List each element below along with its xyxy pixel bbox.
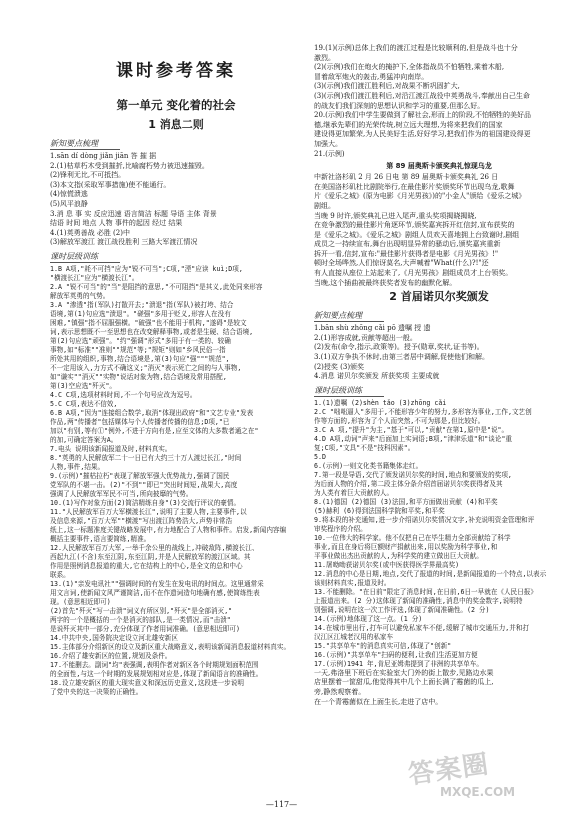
answer-line: 的战友们我们深刻的思想认识和学习的重要,但那么好。 <box>314 101 485 110</box>
answer-line: 第(2)句应选"顽强"。"约"强调"形式"多用于有一类的、较确 <box>50 336 231 345</box>
answer-line: (3)(示例)我们渡江胜利后,对战果不断巩固扩大, <box>314 82 460 91</box>
answer-line: (2)锋利无比,不可抵挡。 <box>50 171 126 180</box>
lesson1-practice-heading: 课时层级训练 <box>50 251 120 263</box>
news-line: 拆开一看,信封,宣布:"最佳影片获得者是电影《月光男孩》!" <box>314 249 499 258</box>
answer-line: 1.bān shù zhōng cǎi pō 遗嘱 授 遗 <box>314 324 431 333</box>
answer-line: 上报道出来。(2 分)这体现了新闻的准确性,消息中的奖金数字,说明特 <box>314 596 523 605</box>
answer-line: 不一定用该入,力方式不确这义;"消灭"表示死亡之间的与人事物, <box>50 363 242 372</box>
answer-line: 结语 时间 地点 人物 事件的起因 经过 结果 <box>50 219 183 228</box>
watermark-logo: 答案圈 <box>406 749 491 791</box>
answer-line: 1.sān dí dòng jiǎn jiān 答 摧 据 <box>50 152 157 160</box>
answer-line: 16.(示例)"共享单车"扫码的便利,让我们生活更加方便 <box>314 650 478 659</box>
unit-heading: 第一单元 变化着的社会 <box>116 98 236 112</box>
answer-line: 10.(1)写作对象方面(2)简洁精练自身"(3)交流行评议的豪情。 <box>50 498 241 507</box>
answer-line: 4.D A项,动词"声来"后面加上实词语;B项,"津津乐道"和"谈论"重 <box>314 434 513 443</box>
answer-line: 3.(1)双方争执不休时,由第三者居中调解,促使他们和解。 <box>314 353 490 362</box>
news-line: 成员之一持续宣布,舞台出现明显异常的骚动后,颁奖嘉宾重新 <box>314 240 501 249</box>
lesson2-practice-heading: 课时层级训练 <box>314 385 384 397</box>
answer-line: (2)(示例)我们在炮火的掩护下,全体指战员不怕牺牲,乘着木船, <box>314 63 505 72</box>
answer-line: 联系。 <box>50 570 70 579</box>
left-column <box>50 46 302 697</box>
answer-line: 用文言词,使新闻文风严谨简洁,而不在作遗词造句地确有感,使简练性表 <box>50 588 260 597</box>
answer-line: 纸上,这一标题准度关键战略发展中,有力地配合了人物和事件。启发,新闻内容编 <box>50 525 287 534</box>
lesson2-heading: 2 首届诺贝尔奖颁发 <box>389 290 489 304</box>
answer-line: 困难,"镇强"指不屈服强横。"破强"也不能用于机构,"遂碍"是较文 <box>50 318 247 327</box>
answer-line: (2)发布(命令,指示,政策等)。授予(勋章,奖状,证书等)。 <box>314 343 484 352</box>
page-number: —117— <box>265 800 298 809</box>
answer-line: 解放军英勇的气势。 <box>50 291 110 300</box>
answer-line: 激烈。 <box>314 53 335 62</box>
answer-line: 15."共享单车"的消息真实可信,体现了"创新" <box>314 641 452 650</box>
story-line: 旁,静然观察着。 <box>314 688 366 696</box>
answer-line: 12.人民解放军百万大军,一举千余公里的战线上,冲破敌阵,横渡长江、 <box>50 543 259 552</box>
answer-line: 8.(1)德国 (2)德国 (3)法国,和平方面做出贡献 (4)和平奖 <box>314 497 498 506</box>
answer-line: 2.(1)枯草朽木受到摧折,比喻腐朽势力被迅速摧毁。 <box>50 161 209 170</box>
answer-line: 14.中共中央,国务院决定设立河北雄安新区 <box>50 633 178 642</box>
news-line: 在美国洛杉矶杜比剧院举行,在最佳影片奖颁奖环节出现乌龙,歌舞 <box>314 182 515 191</box>
answer-line: 作用是照例消息报道的重大,它在结构上的中心,是全文的总和中心 <box>50 561 243 570</box>
answer-line: 2.C "咄咄逼人"多用于,不能形容少年的努力,多形容为事业,工作,文艺创 <box>314 407 532 416</box>
answer-line: 语境,第(1)句应选"溃退"。"磋强"多用于贬义,形容人在没有 <box>50 309 231 318</box>
answer-line: "横渡长江"应为"横渡长江"。 <box>50 273 139 282</box>
answer-line: 两字的一个是概括的一个是消灭的部队,是一类情况,而"击溃" <box>50 615 231 624</box>
answer-line: 建设得更加繁荣,为人民美好生活,好好学习,把我们作为的祖国建设得更 <box>314 130 531 139</box>
answer-line: 该则材料真实,报道及时。 <box>314 578 391 587</box>
answer-line: (2)授奖 (3)颁奖 <box>314 362 365 371</box>
answer-line: 平事业做出杰出贡献的人,为科学奖的建立做出巨大贡献。 <box>314 551 483 560</box>
answer-line: 7.电头 说明该新闻报道及时,材料真实。 <box>50 444 172 453</box>
right-column <box>314 44 563 707</box>
answer-line: 4.(1)英勇善战 必胜 (2)中 <box>50 228 130 237</box>
lesson1-practice-list <box>50 265 302 697</box>
answer-line: 15.主体部分介绍新区的设立及新区重大战略意义,表明该新闻消息报道材料真实。 <box>50 642 291 651</box>
answer-line: 13.不能删除。"在日前"限定了消息时间,在日前,6日一早就在《人民日报》 <box>314 587 537 596</box>
watermark-url: MXQE.COM <box>440 785 516 799</box>
answer-line: 作等方面的,形容为了个人而突然,不可为那是,但比较好。 <box>314 416 485 425</box>
lesson1-heading: 1 消息二则 <box>148 118 204 131</box>
answer-line: 现。(意思相近即可) <box>50 597 111 606</box>
answer-line: 词,表示思想既不一至思想也在改变解释事物,或者是生硬、结合语境, <box>50 327 254 336</box>
answer-line: 人物,事件,结果。 <box>50 462 105 471</box>
answer-line: 2.(1)形容成就,贡献等超出一般。 <box>314 333 417 342</box>
answer-line: 5.D <box>314 452 326 461</box>
answer-line: 别强调,说明在这一次工作评选,体现了新闻准确性。(2 分) <box>314 605 490 614</box>
answer-line: 6.B A项,"因为"连接组合数学,取消"体现出政府"和"文艺专业"发表 <box>50 408 254 417</box>
answer-line: 事物,如"标准""准则""规范"等;"规矩"则如"乡风民俗一指 <box>50 345 226 354</box>
answer-line: 16.介绍了雄安新区的位置,规划及条件。 <box>50 651 172 660</box>
lesson1-new-knowledge-heading: 新知要点梳理 <box>50 138 120 150</box>
answer-line: 是说歼灭其中一部分,充分体现了作者用词准确。(意思相近即可) <box>50 624 240 633</box>
answer-line: 14.在城市里出行,打车可以避免私家车不便,缓解了城市交通压力,并和打 <box>314 623 530 632</box>
page-title: 课时参考答案 <box>116 61 236 81</box>
answer-line: 强调了人民解放军军民不可当,所向披靡的气势。 <box>50 489 193 498</box>
answer-line: 7.第一段是导语,交代了颁发诺贝尔奖的时间,地点和要颁发的奖项, <box>314 470 512 479</box>
news-sample <box>314 161 563 288</box>
news-title: 第 89 届奥斯卡颁奖典礼惊现乌龙 <box>386 162 492 171</box>
answer-line: 冒着敌军炮火的轰击,勇猛冲向南岸。 <box>314 72 429 81</box>
news-line: 在竞争激烈的最佳影片角逐环节,颁奖嘉宾拆开红信封,宣布获奖的 <box>314 221 515 230</box>
answer-line: 17.(示例)1941 年,肯尼亚姆弗提到了非洲的共享单车。 <box>314 659 483 668</box>
news-line: 有人直接从座位上站起来了,《月光男孩》剧组成员才上台领奖。 <box>314 269 513 278</box>
answer-line: 18.设立雄安新区的重大现实意义和深远历史意义,这段进一步说明 <box>50 678 244 687</box>
news-line: 片《爱乐之城》(原为电影《月光男孩》)的"小金人"颁给《爱乐之城》 <box>314 192 526 201</box>
answer-line: 为后面人物的介绍,第二段主体分条介绍首届诺贝尔奖获得者及其 <box>314 479 503 488</box>
answer-line: 德,继承先辈们的光荣传统,树立远大理想,为将来把我们的国家 <box>314 120 503 129</box>
answer-line: 复;C项,"文具"不是"技科因素"。 <box>314 443 415 452</box>
answer-line: 11.屠呦呦获诺贝尔奖(或中医获得医学界最高奖) <box>314 560 460 569</box>
answer-line: 第(3)空应选"歼灭"。 <box>50 381 117 390</box>
answer-line: 20.(示例)我们中学生要做到了解社会,形而上的阶段,不怕牺牲的美好品 <box>314 111 532 120</box>
lesson1-new-knowledge-list <box>50 152 302 248</box>
answer-line: (5)赫利 (6)得到法国科学院和平奖,和平奖 <box>314 506 445 515</box>
answer-line: 14.(示例)地体现了这一点。(1 分) <box>314 614 423 623</box>
answer-line: 党军队的不堪一击。(2)"不到""即已"突出时间短,战果大,高度 <box>50 480 238 489</box>
answer-line: 4.消息 诺贝尔奖颁发 所获奖项 主要成就 <box>314 372 440 381</box>
story-line: 店里摆着一筐甜瓜,他觉得其中几个上面长满了霉菌的瓜上, <box>314 678 494 687</box>
answer-line: 的全面性,与这一个时期的发展规划相对应是,体现了新闻语言的准确性。 <box>50 669 263 678</box>
answer-line: 10.一位伟大的科学家。他不仅把自己在毕生精力全部贡献给了科学 <box>314 533 511 542</box>
story-line: 在一个青霉菌似在上面生长,走进了店中。 <box>314 697 443 706</box>
answer-line: 的加,可确定答案为A。 <box>50 435 118 444</box>
answer-line: 所处其用的组织,事物,结合语境是,第(3)句应"强"""规范", <box>50 354 230 363</box>
answer-line: 西起九江(不含)东至江阴,东至江阴,并是人民解放军的渡江区域。其 <box>50 552 251 561</box>
right-top-answers <box>314 44 563 159</box>
lesson2-practice-list <box>314 399 563 669</box>
news-line: 当晚 9 时许,颁奖典礼已进入尾声,重头奖项揭晓揭晓, <box>314 211 477 220</box>
answer-line: 5.C C项,表达不信效, <box>50 399 118 408</box>
lesson2-new-knowledge-list <box>314 324 563 382</box>
answer-line: 3.A "渗透"指(军队)打散开去;"溃退"指(军队)被打垮、结合 <box>50 300 234 309</box>
news-line: 中新社洛杉矶 2 月 26 日电 第 89 届奥斯卡颁奖典礼 26 日 <box>314 173 499 182</box>
answer-line: 了党中央的这一决策的正确性。 <box>50 687 143 696</box>
answer-line: 3.C A 项,"提升"为主,"基于"可以,"贡献"在第1,原中是"说"。 <box>314 425 509 434</box>
story-line: 一天,弗洛里下班后在实验室大门外的街上散步,见路边水果 <box>314 668 494 677</box>
answer-line: 及信息来源,"百万大军""横渡"写出渡江阵势浩大,声势非常浩 <box>50 516 233 525</box>
answer-line: 19.(1)(示例)总体上我们的渡江过程是比较顺利的,但是战斗也十分 <box>314 44 518 52</box>
answer-line: 8."英勇的人民解放军二十一日已有大约三十万人渡过长江,"时间 <box>50 453 242 462</box>
lesson2-new-knowledge-heading: 新知要点梳理 <box>314 310 384 322</box>
news-line: 当晚,这个插曲被最终获奖者发布的幽默化解。 <box>314 278 457 287</box>
answer-line: 事业,而且在身后将巨额财产捐献出来,用以奖励为科学事业,和 <box>314 542 498 551</box>
answer-line: 1.B A项,"耗不可挡"应为"锐不可当";C项,"湮"应读 kuì;D项, <box>50 264 243 273</box>
answer-line: (3)解放军渡江 渡江战役胜利 三路大军渡江情况 <box>50 238 198 247</box>
lesson2-story <box>314 669 563 707</box>
answer-line: (5)风平浪静 <box>50 199 88 208</box>
news-line: 是《爱乐之城》。《爱乐之城》剧组人员欢天喜地拥上台致谢时,剧组 <box>314 230 520 239</box>
answer-line: (3)本文指(采取军事措施)使不能通行。 <box>50 180 171 189</box>
answer-line: 如"谦实""消灭""实物"说话对象为物,结合语境及常用搭配, <box>50 372 227 381</box>
answer-line: 概括主要事件,语言要简练,精准。 <box>50 534 151 543</box>
answer-line: 9.(示例)"摧枯拉朽"表现了解放军强大优势战力,强调了国民 <box>50 471 230 480</box>
answer-line: 审奖程序的介绍。 <box>314 524 367 533</box>
answer-line: 加强大。 <box>314 139 342 148</box>
answer-line: 11."人民解放军百万大军横渡长江",说明了主要人物,主要事件,以 <box>50 507 247 516</box>
answer-line: 17.不能删去。副词"均"表强调,表明作者对新区各个时期规划面积范围 <box>50 660 259 669</box>
answer-line: 加以"有别,等有①"例外,不进于方向有是,应至文体的大多数者通之在" <box>50 426 259 435</box>
answer-line: 汉江区江城老汉用的私家车 <box>314 632 394 641</box>
answer-line: 2.A "锐不可当"的"当"是阻挡的意思,"不可阻挡"是其义,此处同来形容 <box>50 282 263 291</box>
answer-line: 21.(示例) <box>314 149 345 158</box>
answer-line: 6.(示例)一则文化类书籍集体走红。 <box>314 461 423 470</box>
answer-line: 为人类有着巨大贡献的人。 <box>314 488 394 497</box>
answer-line: (3)(示例)我们渡江胜利后,对沿江渡江战役中英勇战斗,奉献出自己生命 <box>314 91 530 100</box>
answer-line: 9.将本段的补充通知,进一步介绍诺贝尔奖情况文字,补充说明资金管理和评 <box>314 515 535 524</box>
answer-line: 13.(1)"亲发电讯社""强调时间的有发生在发电讯的时间点。这里通常采 <box>50 579 264 588</box>
answer-line: 3.消 息 事 实 反应迅速 语言简洁 标题 导语 主体 背景 <box>50 209 217 218</box>
answer-line: 12.消息的中心是日期,地点,交代了报道的时间,是新闻报道的一个特点,以表示 <box>314 569 547 578</box>
answer-line: (2)首先"歼灭"写一击溃"词义有所区别,"歼灭"是全部消灭," <box>50 606 233 615</box>
news-line: 顿时全场哗然,人们惊讶莫名,大声喊着"What(什么)?!"还 <box>314 259 489 268</box>
answer-line: (4)惊慌溃逃 <box>50 190 88 199</box>
news-line: 剧组。 <box>314 201 335 210</box>
answer-line: 4.C C项,选项材料时间,不一个句号应改为逗号。 <box>50 390 197 399</box>
answer-line: 1.(1)遗嘱 (2)shèn tǎo (3)zhōng cǎi <box>314 398 447 407</box>
answer-line: 作品,两"传播者"包括媒体与个人传播者传播的信息;D项,"已 <box>50 417 230 426</box>
